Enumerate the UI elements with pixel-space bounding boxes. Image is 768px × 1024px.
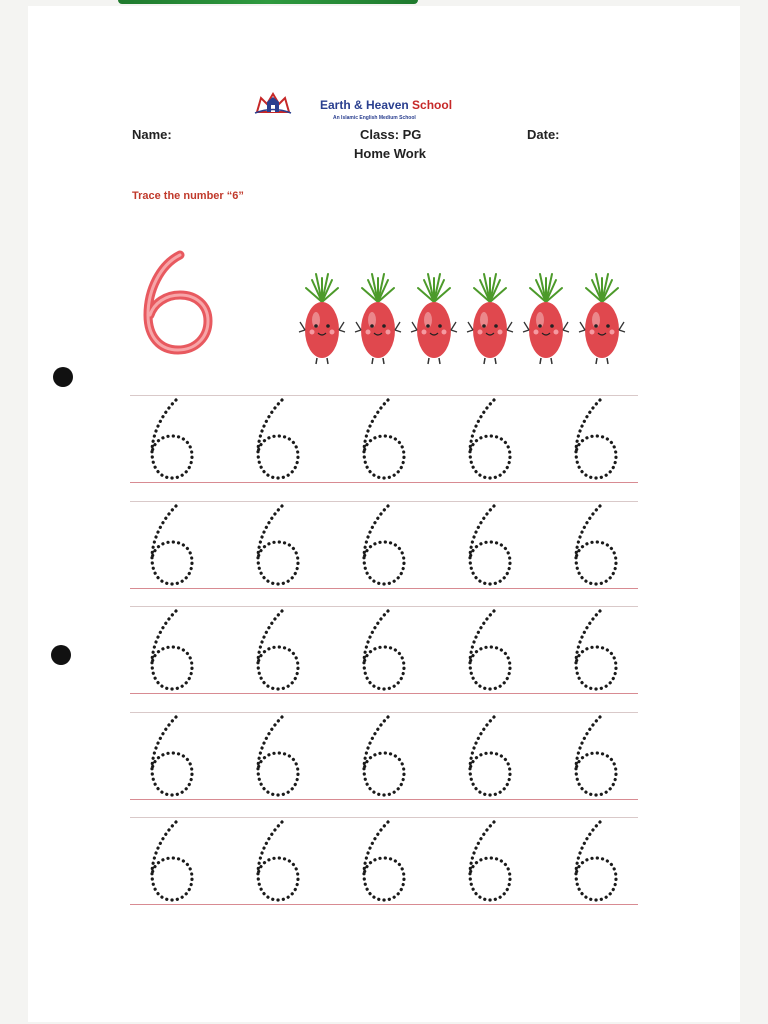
homework-title: Home Work — [354, 146, 426, 161]
punch-hole-top — [53, 367, 73, 387]
dotted-digit-six — [354, 818, 410, 902]
dotted-digit-six — [248, 396, 304, 480]
dotted-digit-six — [566, 607, 622, 691]
guide-line-baseline — [130, 904, 638, 905]
dotted-digit-six — [460, 713, 516, 797]
dotted-digit-six — [354, 396, 410, 480]
school-logo-icon — [253, 92, 293, 116]
dotted-digit-six — [566, 713, 622, 797]
dotted-digit-six — [354, 607, 410, 691]
name-label: Name: — [132, 127, 172, 142]
dotted-digit-six — [142, 607, 198, 691]
instruction-text: Trace the number “6” — [132, 190, 244, 202]
guide-line-baseline — [130, 482, 638, 483]
dotted-digit-six — [460, 396, 516, 480]
strawberry-character-icon — [354, 270, 402, 366]
dotted-digit-six — [142, 818, 198, 902]
guide-line-baseline — [130, 588, 638, 589]
dotted-digit-six — [460, 502, 516, 586]
guide-line-baseline — [130, 799, 638, 800]
dotted-digit-six — [248, 818, 304, 902]
dotted-digit-six — [142, 396, 198, 480]
school-name-secondary: School — [412, 98, 453, 112]
strawberry-character-icon — [410, 270, 458, 366]
punch-hole-bottom — [51, 645, 71, 665]
strawberry-character-icon — [466, 270, 514, 366]
class-label: Class: PG — [360, 127, 422, 142]
dotted-digit-six — [248, 502, 304, 586]
dotted-digit-six — [142, 713, 198, 797]
dotted-digit-six — [248, 713, 304, 797]
strawberry-character-icon — [298, 270, 346, 366]
fruit-illustration-row — [298, 270, 638, 368]
dotted-digit-six — [460, 818, 516, 902]
dotted-digit-six — [248, 607, 304, 691]
dotted-digit-six — [566, 502, 622, 586]
school-tagline: An Islamic English Medium School — [333, 115, 416, 121]
guide-line-baseline — [130, 693, 638, 694]
date-label: Date: — [527, 127, 560, 142]
school-name-primary: Earth & Heaven — [320, 98, 409, 112]
dotted-digit-six — [354, 502, 410, 586]
school-name — [320, 98, 452, 112]
top-edge-strip — [118, 0, 418, 4]
example-digit-six — [130, 245, 225, 365]
strawberry-character-icon — [578, 270, 626, 366]
dotted-digit-six — [566, 818, 622, 902]
dotted-digit-six — [354, 713, 410, 797]
dotted-digit-six — [142, 502, 198, 586]
tracing-practice-area — [130, 390, 640, 915]
dotted-digit-six — [460, 607, 516, 691]
strawberry-character-icon — [522, 270, 570, 366]
dotted-digit-six — [566, 396, 622, 480]
